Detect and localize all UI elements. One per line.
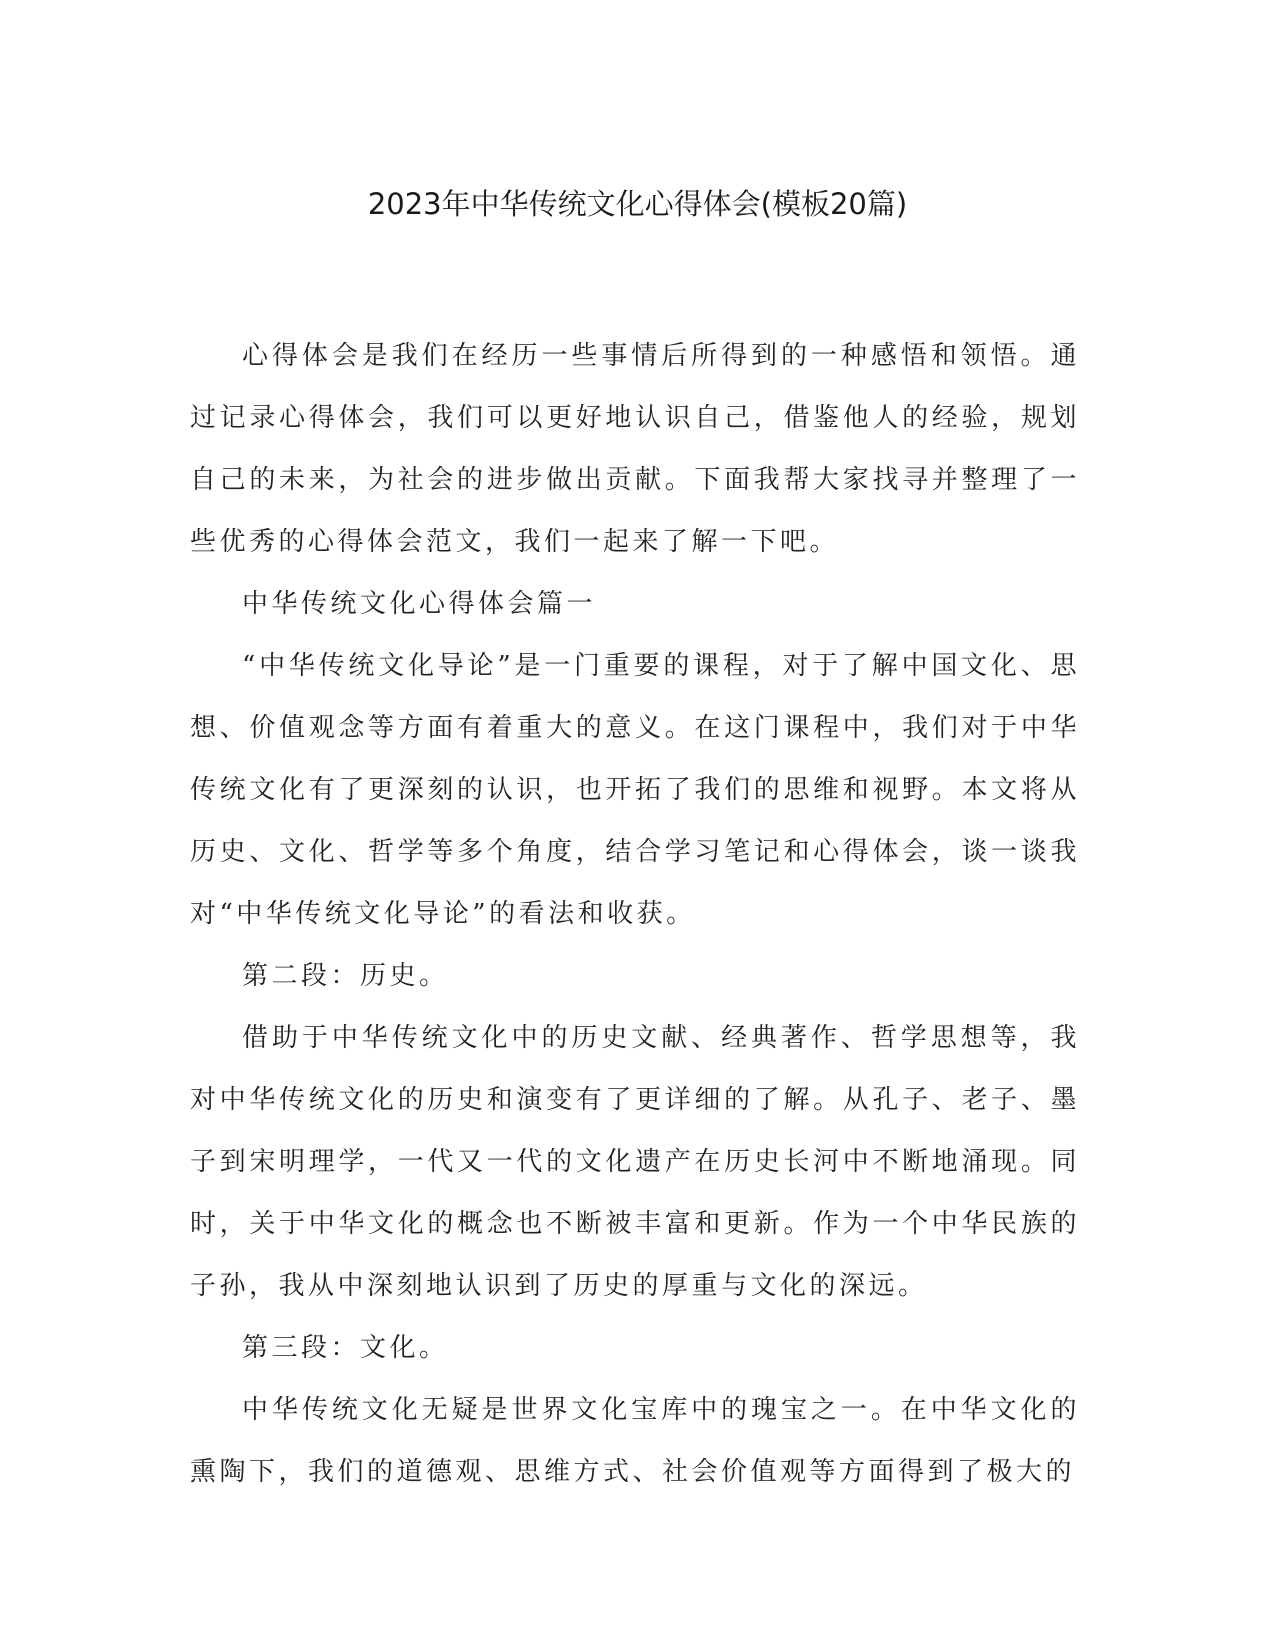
section-heading-history: 第二段：历史。 (242, 961, 449, 991)
document-body (190, 325, 1080, 1503)
document-title: 2023年中华传统文化心得体会(模板20篇) (367, 187, 908, 221)
section-heading-culture: 第三段：文化。 (242, 1333, 449, 1363)
body-paragraph: 中华传统文化无疑是世界文化宝库中的瑰宝之一。在中华文化的熏陶下，我们的道德观、思维方式、社会价值观等方面得到了极大的 (190, 1395, 1080, 1487)
intro-paragraph: 心得体会是我们在经历一些事情后所得到的一种感悟和领悟。通过记录心得体会，我们可以更好地认识自己，借鉴他人的经验，规划自己的未来，为社会的进步做出贡献。下面我帮大家找寻并整理了一些优秀的心得体会范文，我们一起来了解一下吧。 (190, 341, 1080, 557)
body-paragraph: 借助于中华传统文化中的历史文献、经典著作、哲学思想等，我对中华传统文化的历史和演变有了更详细的了解。从孔子、老子、墨子到宋明理学，一代又一代的文化遗产在历史长河中不断地涌现。同时，关于中华文化的概念也不断被丰富和更新。作为一个中华民族的子孙，我从中深刻地认识到了历史的厚重与文化的深远。 (190, 1023, 1080, 1301)
body-paragraph: “中华传统文化导论”是一门重要的课程，对于了解中国文化、思想、价值观念等方面有着重大的意义。在这门课程中，我们对于中华传统文化有了更深刻的认识，也开拓了我们的思维和视野。本文将从历史、文化、哲学等多个角度，结合学习笔记和心得体会，谈一谈我对“中华传统文化导论”的看法和收获。 (190, 651, 1080, 929)
section-heading-part-one: 中华传统文化心得体会篇一 (242, 589, 597, 619)
